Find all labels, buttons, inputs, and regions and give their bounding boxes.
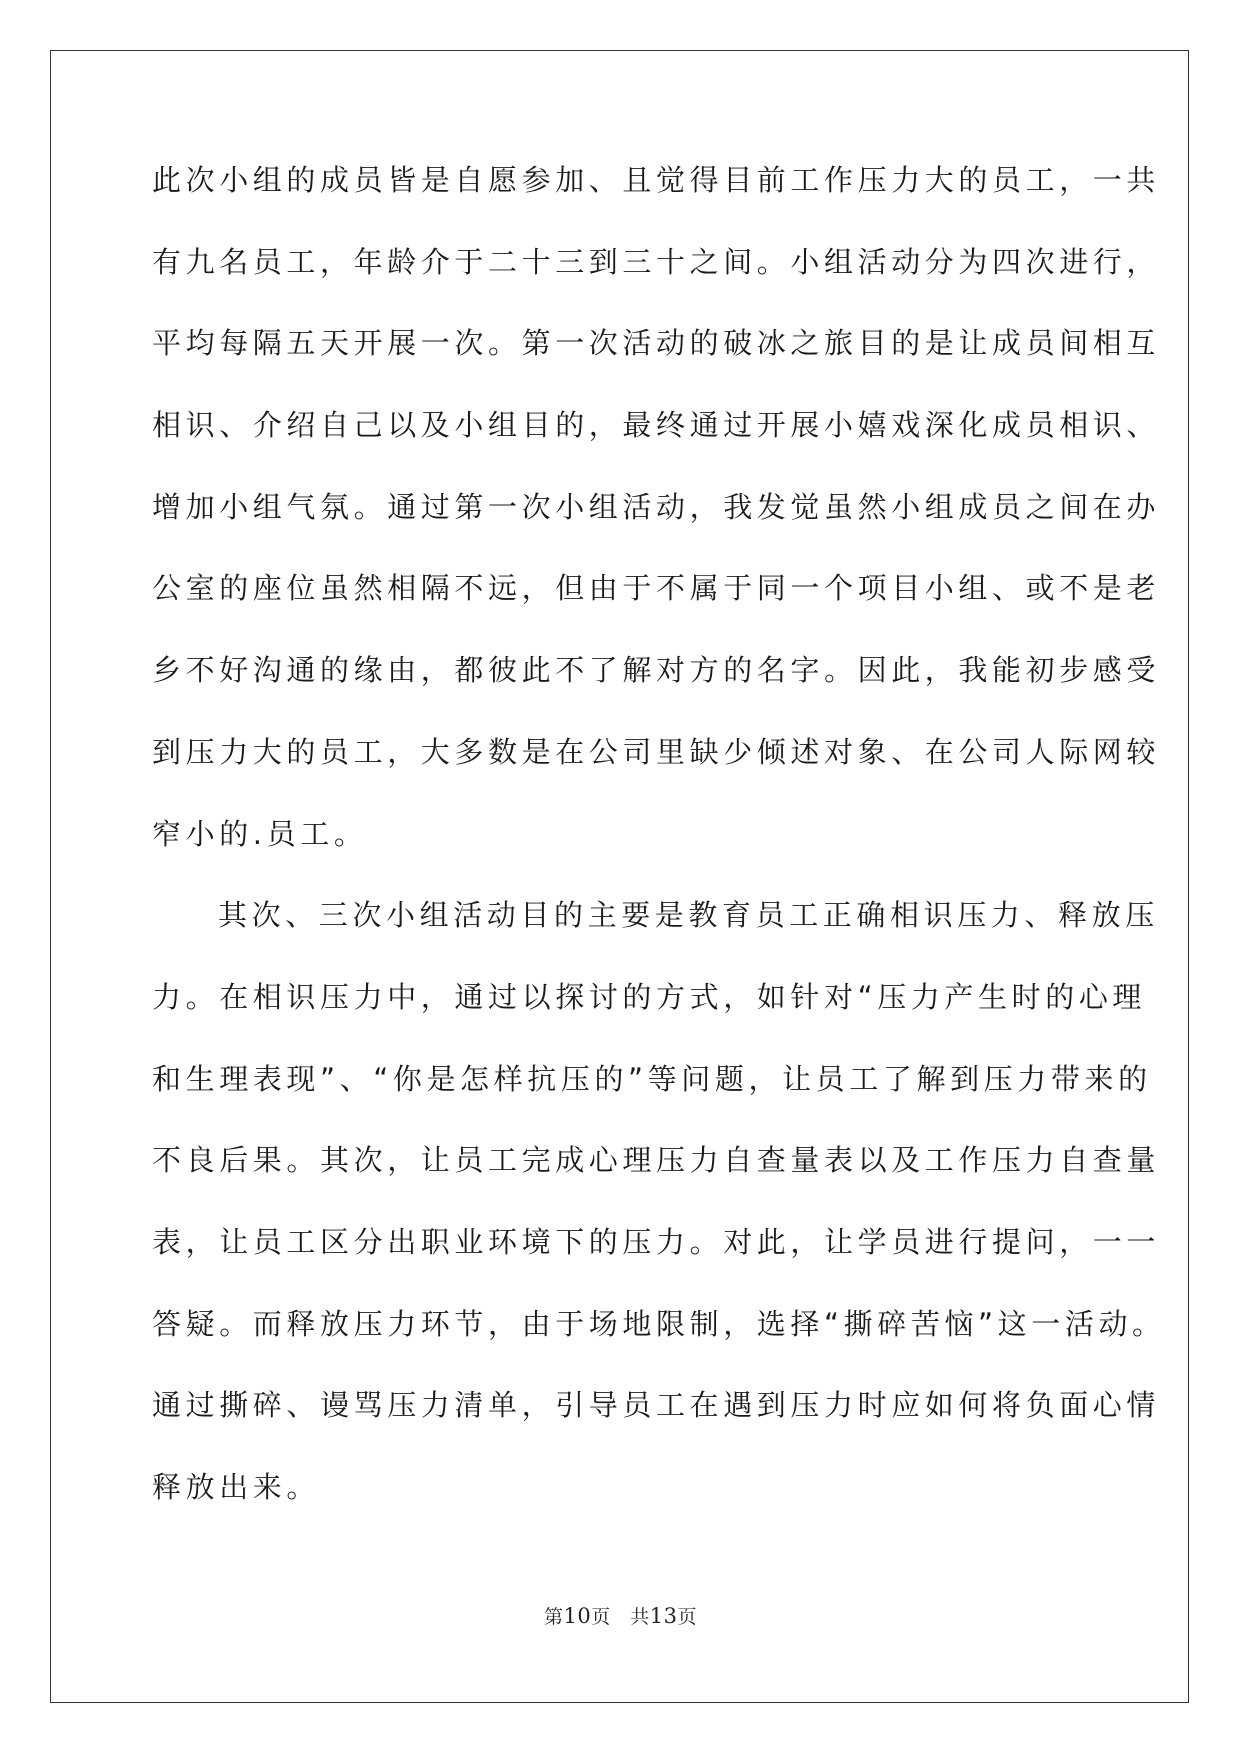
text-line: 乡不好沟通的缘由，都彼此不了解对方的名字。因此，我能初步感受 <box>152 653 1161 688</box>
text-line: 平均每隔五天开展一次。第一次活动的破冰之旅目的是让成员间相互 <box>152 326 1161 361</box>
page-suffix: 页 <box>677 1606 697 1628</box>
document-body <box>152 162 1166 1551</box>
page-number-footer <box>0 1602 1241 1629</box>
text-line: 相识、介绍自己以及小组目的，最终通过开展小嬉戏深化成员相识、 <box>152 408 1161 443</box>
text-line: 释放出来。 <box>152 1470 321 1504</box>
text-line: 公室的座位虽然相隔不远，但由于不属于同一个项目小组、或不是老 <box>152 571 1161 606</box>
text-line: 通过撕碎、谩骂压力清单，引导员工在遇到压力时应如何将负面心情 <box>152 1388 1161 1423</box>
total-page-number: 13 <box>649 1604 678 1628</box>
current-page-number: 10 <box>563 1604 592 1628</box>
text-line: 有九名员工，年龄介于二十三到三十之间。小组活动分为四次进行， <box>152 244 1161 279</box>
paragraph-first-line: 其次、三次小组活动目的主要是教育员工正确相识压力、释放压 <box>218 898 1159 933</box>
page-mid: 页 共 <box>591 1606 650 1628</box>
text-line: 增加小组气氛。通过第一次小组活动，我发觉虽然小组成员之间在办 <box>152 489 1161 524</box>
text-line: 到压力大的员工，大多数是在公司里缺少倾述对象、在公司人际网较 <box>152 734 1161 769</box>
text-line: 答疑。而释放压力环节，由于场地限制，选择“撕碎苦恼”这一活动。 <box>152 1306 1166 1341</box>
text-line: 表，让员工区分出职业环境下的压力。对此，让学员进行提问，一一 <box>152 1224 1161 1259</box>
text-line: 窄小的.员工。 <box>152 816 368 851</box>
text-line: 和生理表现”、“你是怎样抗压的”等问题，让员工了解到压力带来的 <box>152 1061 1152 1096</box>
page-prefix: 第 <box>543 1606 564 1628</box>
text-line: 此次小组的成员皆是自愿参加、且觉得目前工作压力大的员工，一共 <box>152 163 1161 197</box>
text-line: 不良后果。其次，让员工完成心理压力自查量表以及工作压力自查量 <box>152 1143 1161 1178</box>
text-line: 力。在相识压力中，通过以探讨的方式，如针对“压力产生时的心理 <box>152 979 1147 1014</box>
